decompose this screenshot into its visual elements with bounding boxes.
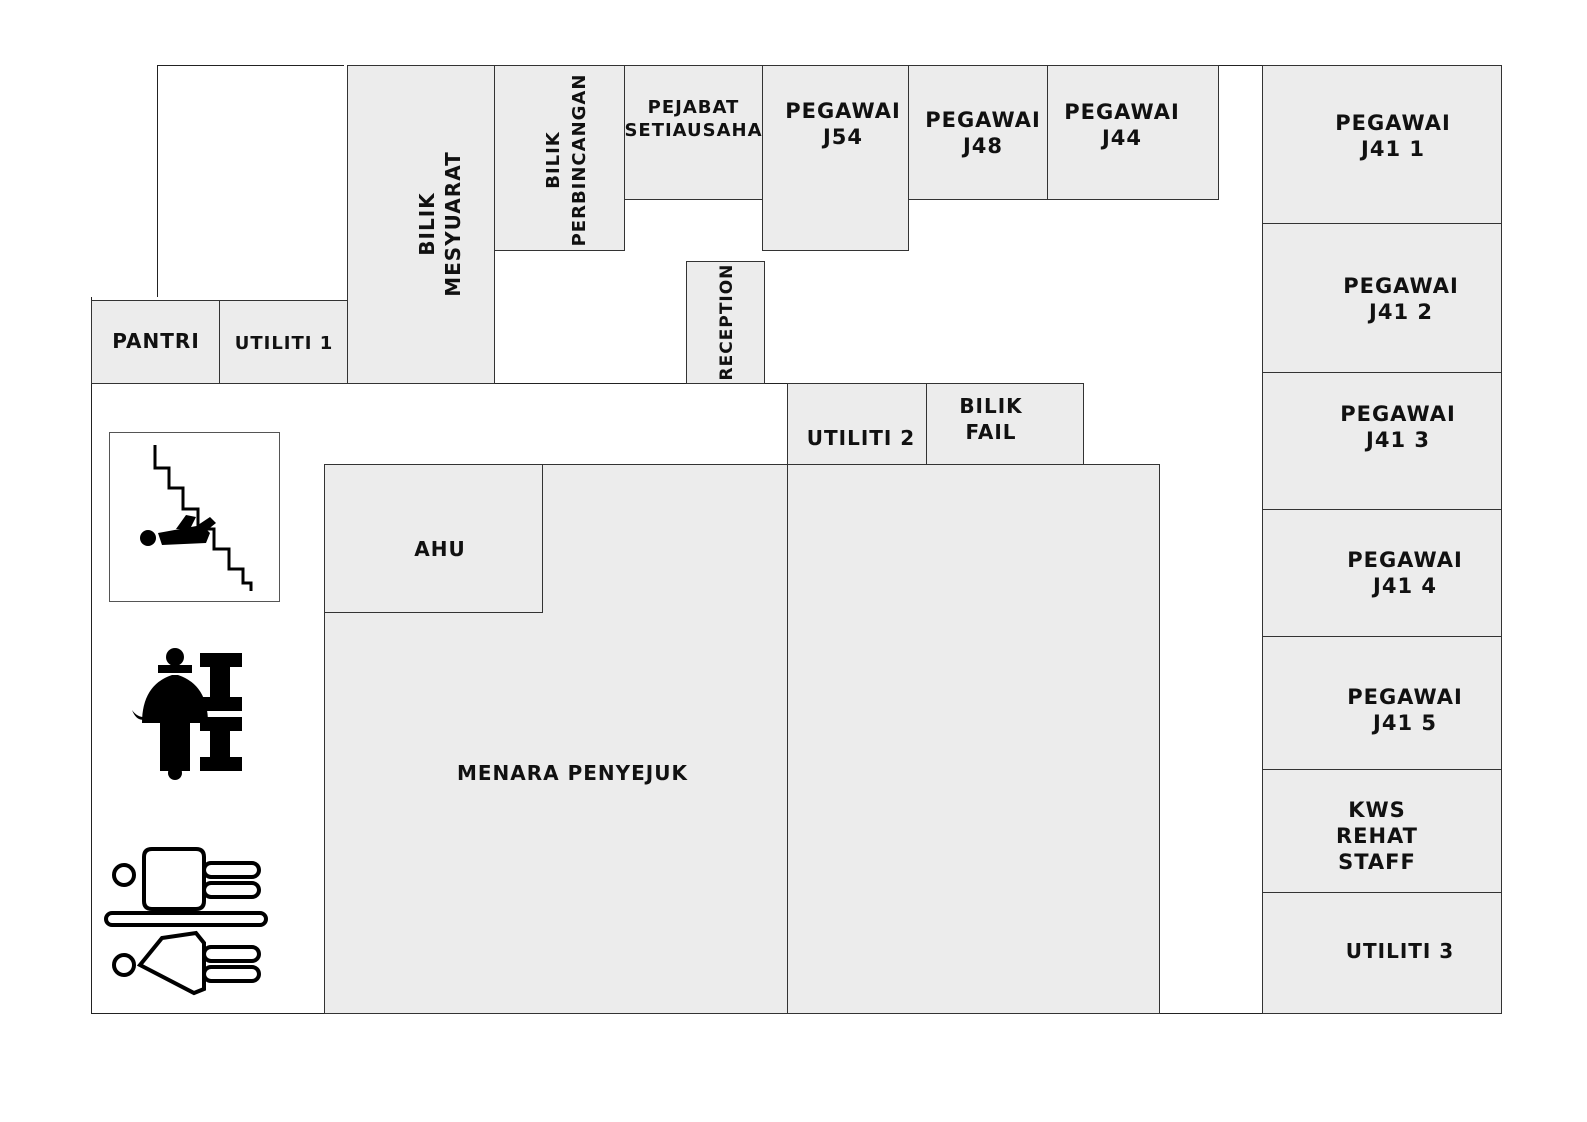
outline-left-upper	[157, 65, 158, 297]
toilet-icon	[104, 843, 269, 998]
label-kws-rehat-staff: KWS REHAT STAFF	[1335, 798, 1419, 874]
label-bilik-fail: BILIK FAIL	[959, 394, 1023, 444]
label-pegawai-j44: PEGAWAI J44	[1064, 100, 1180, 150]
label-utiliti-2: UTILITI 2	[806, 426, 916, 450]
label-bilik-perbincangan: BILIK PERBINCANGAN	[543, 73, 590, 247]
label-bilik-mesyuarat: BILIK MESYUARAT	[415, 151, 465, 297]
label-pegawai-j41-3: PEGAWAI J41 3	[1340, 402, 1456, 452]
label-reception: RECEPTION	[717, 263, 737, 381]
emergency-stairs-icon	[109, 432, 280, 602]
outline-top-left	[157, 65, 344, 66]
room-utiliti-2	[787, 383, 927, 465]
label-pegawai-j48: PEGAWAI J48	[925, 108, 1041, 158]
outline-left-lower	[91, 297, 92, 1014]
label-pegawai-j41-2: PEGAWAI J41 2	[1343, 274, 1459, 324]
label-pegawai-j54: PEGAWAI J54	[785, 99, 901, 149]
label-pejabat-setiausaha: PEJABAT SETIAUSAHA	[624, 97, 763, 141]
label-pegawai-j41-1: PEGAWAI J41 1	[1335, 111, 1451, 161]
label-utiliti-3: UTILITI 3	[1345, 939, 1455, 963]
label-pegawai-j41-5: PEGAWAI J41 5	[1347, 685, 1463, 735]
label-pantri: PANTRI	[112, 329, 200, 353]
room-pegawai-j54	[762, 65, 909, 251]
label-utiliti-1: UTILITI 1	[234, 333, 334, 354]
outline-top-right	[1217, 65, 1263, 66]
label-pegawai-j41-4: PEGAWAI J41 4	[1347, 548, 1463, 598]
label-menara-penyejuk: MENARA PENYEJUK	[456, 761, 688, 785]
room-central-right	[787, 464, 1160, 1014]
label-ahu: AHU	[414, 537, 466, 561]
mosque-icon	[120, 645, 245, 780]
